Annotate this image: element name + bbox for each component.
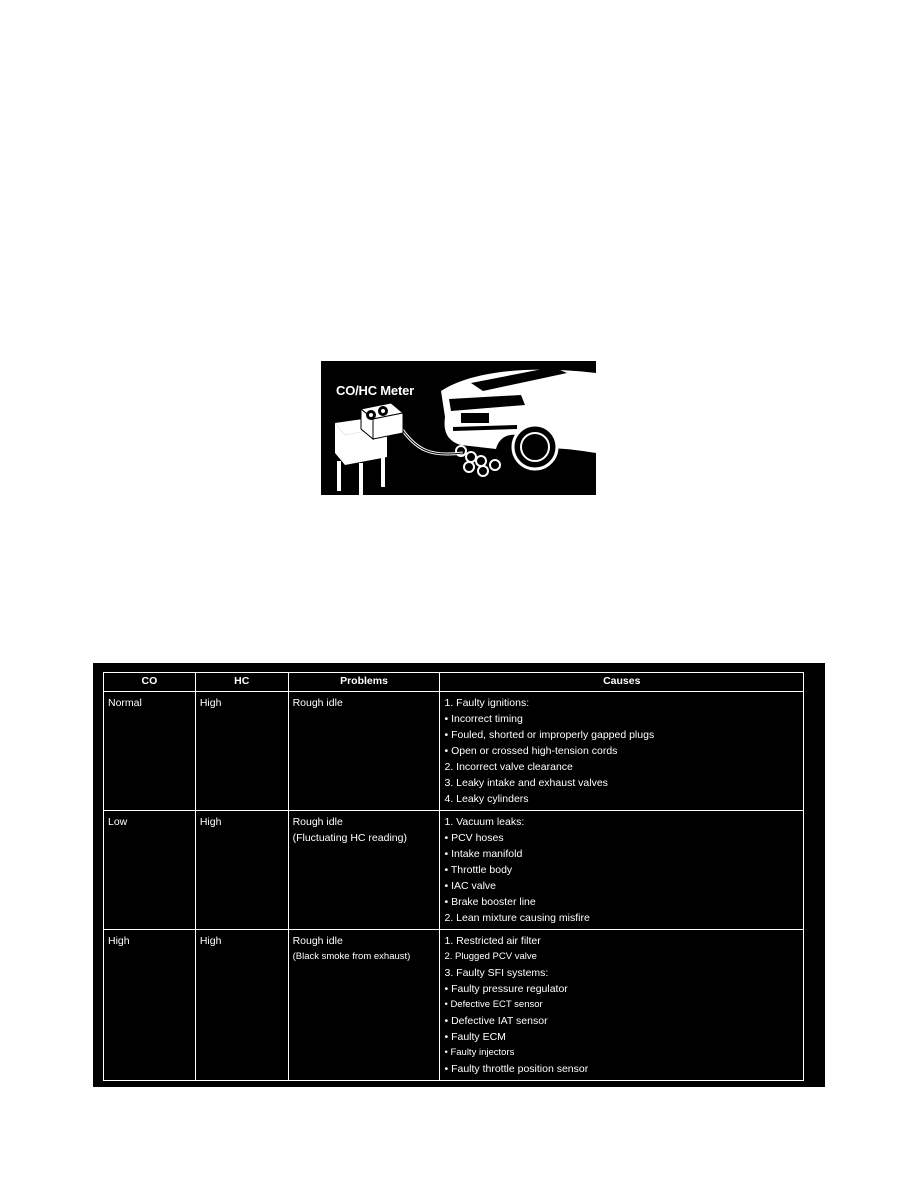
problem-line: (Fluctuating HC reading) xyxy=(292,832,407,844)
cause-line: 1. Faulty ignitions: xyxy=(444,697,530,709)
header-hc: HC xyxy=(195,673,288,692)
table-header-row xyxy=(104,673,804,692)
problems-cell xyxy=(288,692,440,811)
cause-line: • Defective IAT sensor xyxy=(444,1015,548,1027)
cause-line: 3. Leaky intake and exhaust valves xyxy=(444,777,608,789)
cause-line: 1. Restricted air filter xyxy=(444,935,541,947)
problem-line: Rough idle xyxy=(292,816,343,828)
cause-line: 2. Plugged PCV valve xyxy=(444,951,537,962)
table-row xyxy=(104,930,804,1081)
header-co: CO xyxy=(104,673,196,692)
cause-line: • Brake booster line xyxy=(444,896,536,908)
hc-cell: High xyxy=(195,811,288,930)
problem-line: Rough idle xyxy=(292,935,343,947)
cause-line: • Faulty injectors xyxy=(444,1047,515,1058)
cause-line: 3. Faulty SFI systems: xyxy=(444,967,549,979)
co-hc-meter-label: CO/HC Meter xyxy=(336,383,414,398)
problem-line: (Black smoke from exhaust) xyxy=(292,951,411,962)
causes-cell xyxy=(440,692,804,811)
cause-line: • PCV hoses xyxy=(444,832,504,844)
causes-cell xyxy=(440,930,804,1081)
cause-line: • Intake manifold xyxy=(444,848,523,860)
table-row xyxy=(104,692,804,811)
cause-line: • Faulty pressure regulator xyxy=(444,983,568,995)
co-hc-diagnosis-table xyxy=(103,672,804,1081)
causes-cell xyxy=(440,811,804,930)
cause-line: • Defective ECT sensor xyxy=(444,999,543,1010)
header-causes: Causes xyxy=(440,673,804,692)
cause-line: • Faulty ECM xyxy=(444,1031,506,1043)
problems-cell xyxy=(288,811,440,930)
co-cell: Low xyxy=(104,811,196,930)
cause-line: • Faulty throttle position sensor xyxy=(444,1063,589,1075)
cause-line: • IAC valve xyxy=(444,880,497,892)
header-problems: Problems xyxy=(288,673,440,692)
cause-line: • Fouled, shorted or improperly gapped plugs xyxy=(444,729,655,741)
cause-line: • Open or crossed high-tension cords xyxy=(444,745,618,757)
cause-line: 4. Leaky cylinders xyxy=(444,793,529,805)
problems-cell xyxy=(288,930,440,1081)
cause-line: 2. Incorrect valve clearance xyxy=(444,761,573,773)
cause-line: • Incorrect timing xyxy=(444,713,523,725)
cause-line: • Throttle body xyxy=(444,864,513,876)
cause-line: 2. Lean mixture causing misfire xyxy=(444,912,590,924)
meter-and-car-drawing xyxy=(321,361,596,495)
diagnosis-table-panel xyxy=(93,663,825,1087)
co-cell: High xyxy=(104,930,196,1081)
hc-cell: High xyxy=(195,692,288,811)
hc-cell: High xyxy=(195,930,288,1081)
table-row xyxy=(104,811,804,930)
problem-line: Rough idle xyxy=(292,697,343,709)
co-hc-meter-illustration xyxy=(321,361,596,495)
co-cell: Normal xyxy=(104,692,196,811)
cause-line: 1. Vacuum leaks: xyxy=(444,816,525,828)
